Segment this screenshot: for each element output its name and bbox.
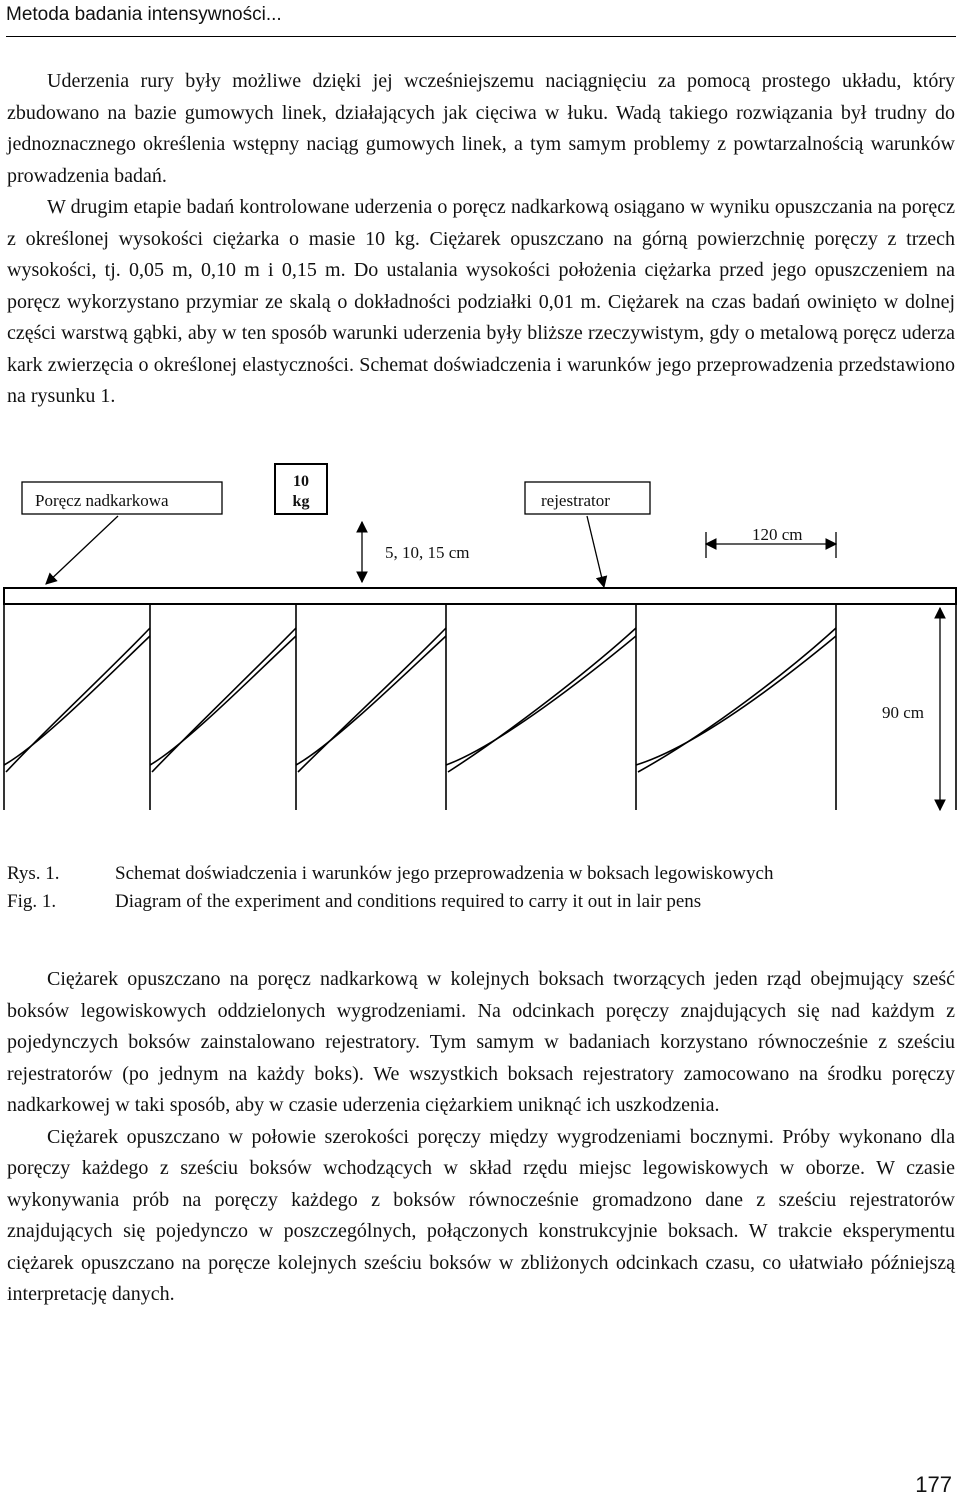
weight-label-unit: kg [292,493,310,510]
running-title: Metoda badania intensywności... [6,4,282,25]
paragraph-3: Ciężarek opuszczano w połowie szerokości poręczy między wygrodzeniami bocznymi. Próby wykonano dla poręczy każdego z sześciu boksów wchodzących w skład rzędu miejsc legowiskowych w oborze. W czasie wykonywania prób na poręczy każdego z boksów równocześnie gromadzono dane z sześciu rejestratorów znajdujących się pojedynczo w poszczególnych, połączonych konstrukcyjnie boksach. W trakcie eksperymentu ciężarek opuszczano na poręcze kolejnych sześciu boksów w zbliżonych odcinkach czasu, co ułatwiało późniejszą interpretację danych. [7,1125,955,1305]
header-rule [6,36,956,37]
recorder-pointer-arrow [587,516,604,587]
paragraph-1-part-1: Uderzenia rury były możliwe dzięki jej wcześniejszemu naciągnięciu za pomocą prostego układu, który zbudowano na bazie gumowych linek, działających jak cięciwa w łuku. Wadą takiego rozwiązania był trudny do jednoznacznego określenia wstępny naciąg gumowych linek, a tym samym problemy z powtarzalnością warunków prowadzenia badań. [7,70,955,187]
figure-caption-en-text: Diagram of the experiment and conditions required to carry it out in lair pens [115,891,702,912]
figure-caption-en [7,888,955,915]
paragraph-block-2 [7,964,955,1311]
paragraph-1-part-2: W drugim etapie badań kontrolowane uderzenia o poręcz nadkarkową osiągano w wyniku opuszczania na poręcz z określonej wysokości ciężarka o masie 10 kg. Ciężarek opuszczano na górną powierzchnię poręczy z trzech wysokości, tj. 0,05 m, 0,10 m i 0,15 m. Do ustalania wysokości położenia ciężarka przed jego opuszczeniem na poręcz wykorzystano przymiar ze skalą o dokładności podziałki 0,01 m. Ciężarek na czas badań owinięto w dolnej części warstwą gąbki, aby w ten sposób warunki uderzenia były bliższe rzeczywistym, gdy o metalową poręcz uderza kark zwierzęcia o określonej elastyczności. Schemat doświadczenia i warunków jego przeprowadzenia przedstawiono na rysunku 1. [7,196,955,407]
figure-caption-pl-label: Rys. 1. [7,863,60,884]
weight-label-mass: 10 [293,473,309,490]
rail-pointer-arrow [46,516,118,584]
diagram-svg [0,460,960,840]
recorder-label: rejestrator [541,491,610,510]
pen-width-label: 120 cm [752,525,803,544]
pen-partitions [4,604,956,810]
paragraph-2: Ciężarek opuszczano na poręcz nadkarkową w kolejnych boksach tworzących jeden rząd obejmujący sześć boksów legowiskowych oddzielonych wygrodzeniami. Na odcinkach poręczy znajdujących się nad każdym z pojedynczych boksów zainstalowano rejestratory. Tym samym w badaniach korzystano równocześnie z sześciu rejestratorów (po jednym na każdy boks). We wszystkich boksach rejestratory zamocowano na środku poręczy nadkarkowej w taki sposób, aby w czasie uderzenia ciężarkiem uniknąć ich uszkodzenia. [7,968,955,1116]
paragraph-1 [7,66,955,413]
figure-caption-pl [7,860,955,887]
figure-caption-en-label: Fig. 1. [7,891,57,912]
drop-height-label: 5, 10, 15 cm [385,543,470,562]
rail-label: Poręcz nadkarkowa [35,491,169,510]
neck-rail [4,588,956,604]
rail-height-label: 90 cm [882,703,925,722]
figure-caption-pl-text: Schemat doświadczenia i warunków jego przeprowadzenia w boksach legowiskowych [115,863,774,884]
experiment-diagram [0,460,960,840]
page-number: 177 [915,1472,952,1497]
